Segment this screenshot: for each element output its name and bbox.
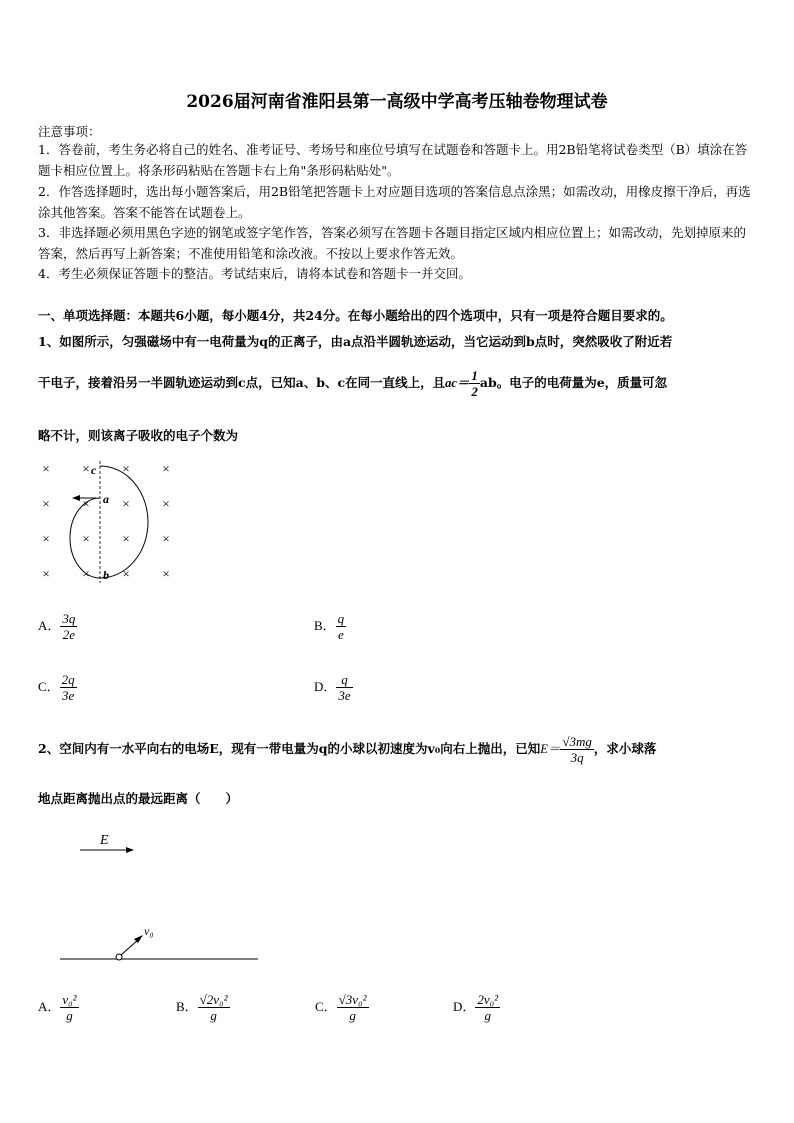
- option-fraction: [198, 992, 230, 1023]
- q2-eq-fraction: [560, 734, 594, 765]
- q2-option-a[interactable]: [38, 992, 79, 1023]
- arrow-head-icon: [72, 495, 80, 501]
- option-label: A．: [38, 999, 61, 1014]
- field-cross: ×: [162, 461, 170, 476]
- q1-line2-a: 干电子，接着沿另一半圆轨迹运动到c点，已知a、b、c在同一直线上，且: [38, 375, 446, 390]
- field-cross: ×: [162, 496, 170, 511]
- frac-den: g: [60, 1007, 78, 1023]
- q2-option-b[interactable]: [176, 992, 230, 1023]
- field-cross: ×: [162, 531, 170, 546]
- field-cross: ×: [162, 566, 170, 581]
- frac-num: √3mg: [562, 734, 592, 749]
- notice-item-1: 1．答卷前，考生务必将自己的姓名、准考证号、考场号和座位号填写在试题卷和答题卡上。用2B铅笔将试卷类型（B）填涂在答题卡相应位置上。将条形码粘贴在答题卡右上角"条形码粘贴处"。: [38, 142, 748, 178]
- field-cross: ×: [42, 496, 50, 511]
- frac-num: 2v₀²: [477, 992, 499, 1007]
- frac-num: q: [341, 672, 348, 687]
- field-cross: ×: [42, 566, 50, 581]
- field-cross: ×: [42, 531, 50, 546]
- q2-text-line2: 地点距离抛出点的最远距离（ ）: [38, 791, 239, 806]
- q2-eq-lhs: E＝: [540, 742, 561, 756]
- notice-item-3: 3．非选择题必须用黑色字迹的钢笔或签字笔作答，答案必须写在答题卡各题目指定区域内相应位置上；如需改动，先划掉原来的答案，然后再写上新答案；不准使用铅笔和涂改液。不按以上要求作答无效。: [38, 225, 746, 261]
- option-label: A．: [38, 618, 61, 633]
- q1-line2-c: ab。电子的电荷量为e，质量可忽: [479, 375, 668, 390]
- frac-den: 3e: [338, 688, 351, 703]
- q1-magnetic-field-figure: [30, 455, 190, 587]
- frac-den: 3e: [60, 687, 77, 703]
- field-cross: ×: [122, 461, 130, 476]
- frac-num: q: [337, 611, 345, 626]
- section-heading: 一、单项选择题：本题共6小题，每小题4分，共24分。在每小题给出的四个选项中，只有一项是符合题目要求的。: [38, 308, 673, 323]
- frac-den: 2e: [60, 626, 77, 642]
- q2-option-c[interactable]: [315, 992, 369, 1023]
- v0-label: v₀: [144, 924, 154, 938]
- frac-num: 2q: [61, 672, 75, 687]
- q2-electric-field-figure: [50, 825, 270, 965]
- q1-line2-eq: ac＝: [445, 376, 470, 390]
- q1-option-c[interactable]: [38, 672, 77, 703]
- notice-item-2: 2．作答选择题时，选出每小题答案后，用2B铅笔把答题卡上对应题目选项的答案信息点涂黑；如需改动，用橡皮擦干净后，再选涂其他答案。答案不能答在试题卷上。: [38, 184, 751, 220]
- option-fraction: [336, 672, 352, 703]
- option-label: D．: [453, 999, 476, 1014]
- q1-option-d[interactable]: [314, 672, 353, 703]
- field-cross: ×: [82, 566, 90, 581]
- option-label: B．: [314, 618, 336, 633]
- field-cross: ×: [82, 496, 90, 511]
- option-label: B．: [176, 999, 198, 1014]
- q1-option-a[interactable]: [38, 611, 77, 642]
- frac-den: g: [337, 1007, 369, 1023]
- q1-text-line1: 1、如图所示，匀强磁场中有一电荷量为q的正离子，由a点沿半圆轨迹运动，当它运动到b点时，突然吸收了附近若: [38, 334, 673, 349]
- frac-den: g: [475, 1007, 500, 1023]
- q1-frac-num: 1: [471, 368, 478, 383]
- field-cross: ×: [82, 461, 90, 476]
- option-fraction: [336, 611, 347, 642]
- field-cross: ×: [82, 531, 90, 546]
- option-label: C．: [315, 999, 337, 1014]
- arrow-head-icon: [126, 847, 134, 853]
- frac-num: v₀²: [62, 992, 77, 1007]
- page-title: 2026届河南省淮阳县第一高级中学高考压轴卷物理试卷: [186, 92, 608, 112]
- option-fraction: [60, 611, 77, 642]
- notice-item-4: 4．考生必须保证答题卡的整洁。考试结束后，请将本试卷和答题卡一并交回。: [38, 266, 471, 281]
- q2-option-d[interactable]: [453, 992, 500, 1023]
- option-fraction: [337, 992, 369, 1023]
- field-cross: ×: [122, 566, 130, 581]
- q1-text-line2: [38, 368, 758, 399]
- field-cross: ×: [122, 496, 130, 511]
- q1-option-b[interactable]: [314, 611, 346, 642]
- option-fraction: [60, 672, 77, 703]
- q2-line1-a: 2、空间内有一水平向右的电场E，现有一带电量为q的小球以初速度为v₀向右上抛出，已知: [38, 741, 541, 756]
- frac-num: √2v₀²: [199, 992, 228, 1007]
- point-b-label: b: [103, 568, 109, 582]
- point-a-label: a: [103, 492, 109, 506]
- option-label: C．: [38, 679, 60, 694]
- field-cross: ×: [42, 461, 50, 476]
- frac-den: g: [198, 1007, 230, 1023]
- frac-num: √3v₀²: [338, 992, 367, 1007]
- q1-frac-den: 2: [471, 384, 478, 399]
- option-fraction: [475, 992, 500, 1023]
- option-fraction: [60, 992, 78, 1023]
- option-label: D．: [314, 679, 337, 694]
- large-semicircle-path: [100, 466, 148, 578]
- q2-line1-b: ，求小球落: [593, 741, 657, 756]
- notice-heading: 注意事项：: [38, 124, 101, 139]
- point-c-label: c: [91, 463, 97, 477]
- field-cross: ×: [122, 531, 130, 546]
- frac-den: e: [336, 626, 347, 642]
- field-e-label: E: [100, 833, 109, 848]
- q1-fraction: [469, 368, 480, 399]
- velocity-arrow: [121, 940, 138, 955]
- frac-den: 3q: [560, 749, 594, 765]
- frac-num: 3q: [62, 611, 76, 626]
- q2-text-line1: [38, 734, 763, 765]
- q1-text-line3: 略不计，则该离子吸收的电子个数为: [38, 428, 239, 443]
